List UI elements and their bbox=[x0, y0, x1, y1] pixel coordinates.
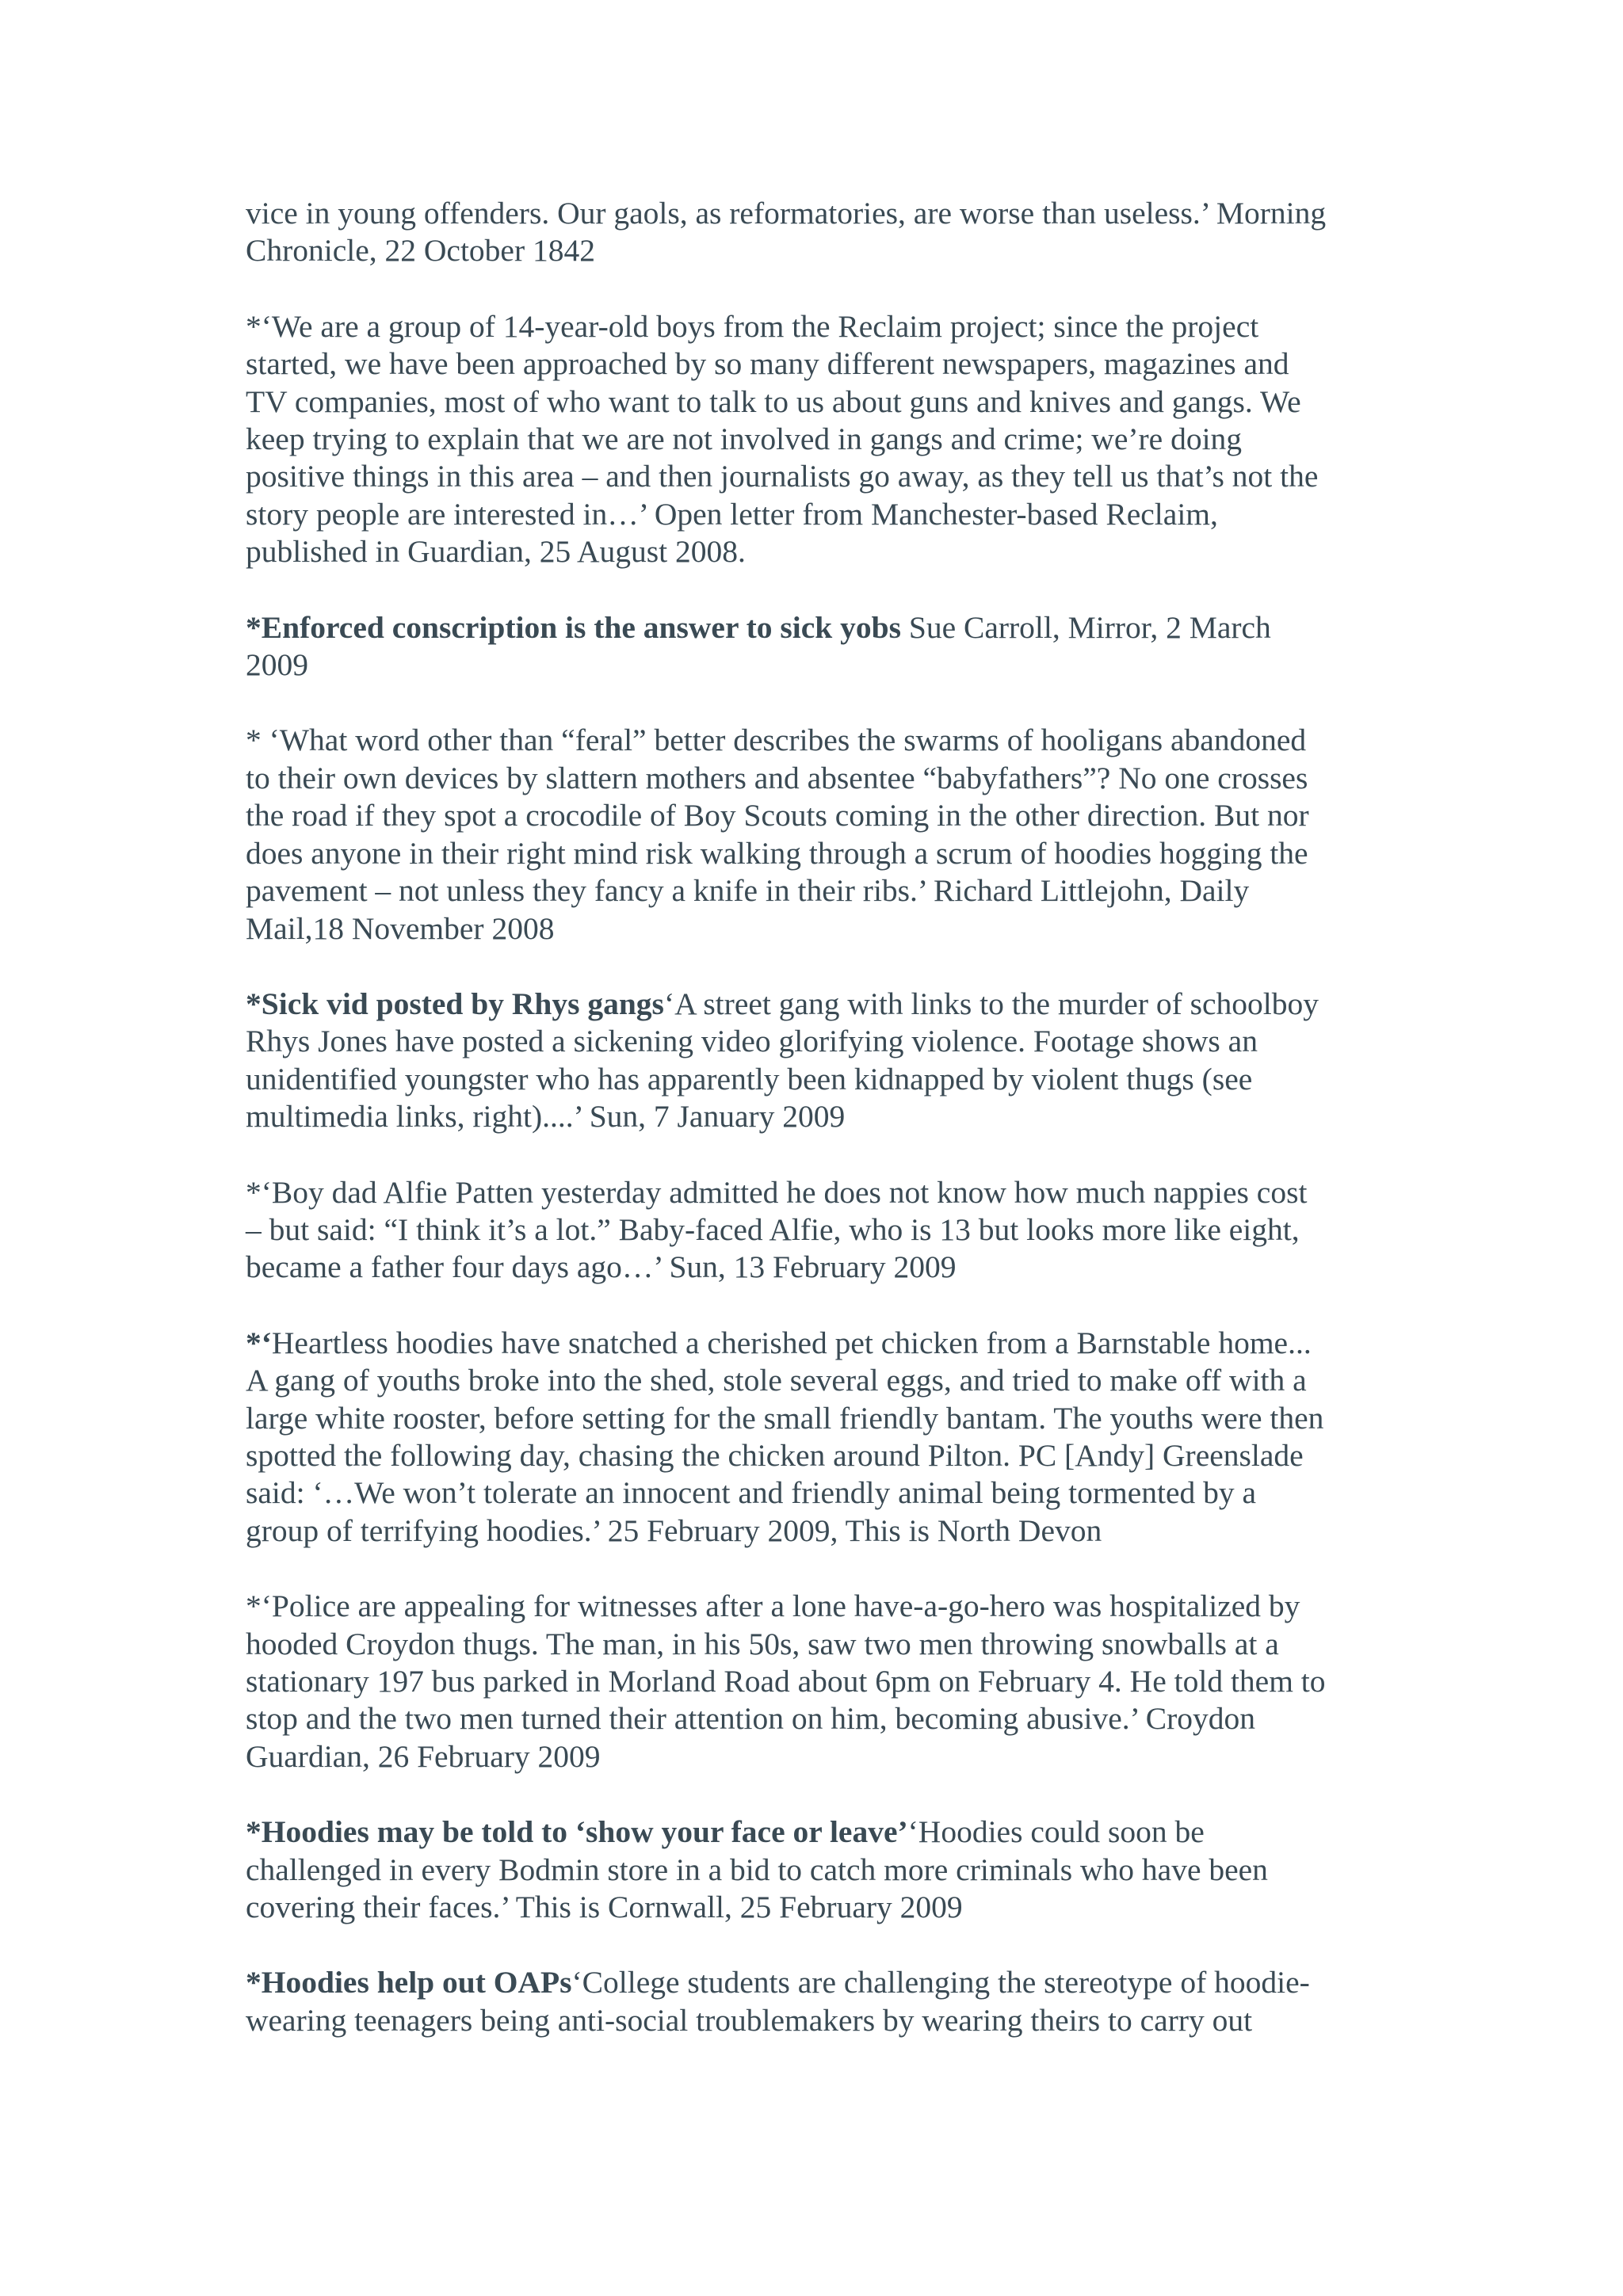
text-line bbox=[246, 1437, 1387, 1474]
text-line bbox=[246, 1852, 1387, 1889]
text-paragraph bbox=[246, 1964, 1387, 2039]
text-line bbox=[246, 910, 1387, 948]
text-line bbox=[246, 1738, 1387, 1775]
text-paragraph bbox=[246, 195, 1387, 270]
text-paragraph bbox=[246, 1325, 1387, 1550]
text-line bbox=[246, 1400, 1387, 1437]
body-text: keep trying to explain that we are not involved in gangs and crime; we’re doing bbox=[246, 421, 1243, 457]
text-line bbox=[246, 1211, 1387, 1249]
text-line bbox=[246, 797, 1387, 834]
text-line bbox=[246, 1663, 1387, 1700]
body-text: pavement – not unless they fancy a knife in their ribs.’ Richard Littlejohn, Daily bbox=[246, 873, 1250, 909]
text-paragraph bbox=[246, 308, 1387, 571]
body-text: vice in young offenders. Our gaols, as reformatories, are worse than useless.’ Morning bbox=[246, 196, 1327, 231]
text-line bbox=[246, 458, 1387, 495]
body-text: challenged in every Bodmin store in a bid to catch more criminals who have been bbox=[246, 1852, 1268, 1887]
text-line bbox=[246, 986, 1387, 1023]
text-line bbox=[246, 383, 1387, 421]
headline-text: *Enforced conscription is the answer to sick yobs bbox=[246, 609, 901, 645]
text-line bbox=[246, 1325, 1387, 1362]
body-text: Guardian, 26 February 2009 bbox=[246, 1738, 601, 1774]
body-text: ‘Hoodies could soon be bbox=[907, 1814, 1205, 1850]
body-text: Chronicle, 22 October 1842 bbox=[246, 233, 595, 269]
body-text: group of terrifying hoodies.’ 25 February 2009, This is North Devon bbox=[246, 1512, 1102, 1548]
text-paragraph bbox=[246, 1588, 1387, 1775]
headline-text: *Sick vid posted by Rhys gangs bbox=[246, 986, 664, 1021]
text-line bbox=[246, 1512, 1387, 1550]
text-line bbox=[246, 421, 1387, 458]
text-line bbox=[246, 1700, 1387, 1737]
text-line bbox=[246, 308, 1387, 345]
body-text: Heartless hoodies have snatched a cherished pet chicken from a Barnstable home... bbox=[271, 1325, 1312, 1360]
text-line bbox=[246, 1061, 1387, 1098]
body-text: became a father four days ago…’ Sun, 13 February 2009 bbox=[246, 1249, 957, 1285]
body-text: A gang of youths broke into the shed, stole several eggs, and tried to make off with a bbox=[246, 1363, 1307, 1398]
text-line bbox=[246, 533, 1387, 570]
text-paragraph bbox=[246, 986, 1387, 1136]
text-line bbox=[246, 1249, 1387, 1286]
text-line bbox=[246, 496, 1387, 533]
headline-text: *‘ bbox=[246, 1325, 272, 1360]
body-text: large white rooster, before setting for the small friendly bantam. The youths were then bbox=[246, 1400, 1324, 1436]
body-text: positive things in this area – and then journalists go away, as they tell us that’s not the bbox=[246, 459, 1319, 494]
body-text: the road if they spot a crocodile of Boy Scouts coming in the other direction. But nor bbox=[246, 798, 1309, 833]
text-line bbox=[246, 232, 1387, 269]
text-line bbox=[246, 1964, 1387, 2001]
text-line bbox=[246, 1098, 1387, 1135]
text-line bbox=[246, 609, 1387, 646]
text-paragraph bbox=[246, 609, 1387, 685]
text-paragraph bbox=[246, 722, 1387, 947]
text-line bbox=[246, 722, 1387, 759]
body-text: to their own devices by slattern mothers and absentee “babyfathers”? No one crosses bbox=[246, 760, 1308, 795]
body-text: *‘Police are appealing for witnesses after a lone have-a-go-hero was hospitalized by bbox=[246, 1589, 1300, 1624]
headline-text: *Hoodies help out OAPs bbox=[246, 1965, 572, 2000]
body-text: * ‘What word other than “feral” better describes the swarms of hooligans abandoned bbox=[246, 723, 1307, 758]
text-line bbox=[246, 835, 1387, 872]
text-line bbox=[246, 760, 1387, 797]
body-text: said: ‘…We won’t tolerate an innocent and friendly animal being tormented by a bbox=[246, 1475, 1257, 1511]
text-line bbox=[246, 1362, 1387, 1399]
text-line bbox=[246, 1889, 1387, 1926]
body-text: *‘We are a group of 14-year-old boys from the Reclaim project; since the project bbox=[246, 308, 1259, 344]
body-text: *‘Boy dad Alfie Patten yesterday admitted he does not know how much nappies cost bbox=[246, 1174, 1308, 1210]
document-page bbox=[246, 195, 1387, 2077]
body-text: started, we have been approached by so many different newspapers, magazines and bbox=[246, 346, 1289, 382]
text-line bbox=[246, 872, 1387, 910]
body-text: wearing teenagers being anti-social troublemakers by wearing theirs to carry out bbox=[246, 2002, 1253, 2038]
body-text: multimedia links, right)....’ Sun, 7 January 2009 bbox=[246, 1099, 846, 1135]
text-paragraph bbox=[246, 1174, 1387, 1287]
body-text: does anyone in their right mind risk walking through a scrum of hoodies hogging the bbox=[246, 835, 1308, 871]
text-line bbox=[246, 1814, 1387, 1851]
body-text: TV companies, most of who want to talk to us about guns and knives and gangs. We bbox=[246, 383, 1301, 419]
body-text: – but said: “I think it’s a lot.” Baby-faced Alfie, who is 13 but looks more like eight, bbox=[246, 1211, 1300, 1247]
body-text: spotted the following day, chasing the chicken around Pilton. PC [Andy] Greenslade bbox=[246, 1437, 1304, 1473]
headline-text: *Hoodies may be told to ‘show your face or leave’ bbox=[246, 1814, 908, 1850]
body-text: unidentified youngster who has apparently been kidnapped by violent thugs (see bbox=[246, 1061, 1253, 1097]
text-line bbox=[246, 1626, 1387, 1663]
text-line bbox=[246, 1474, 1387, 1512]
body-text: Sue Carroll, Mirror, 2 March bbox=[900, 609, 1271, 645]
text-line bbox=[246, 345, 1387, 383]
body-text: stop and the two men turned their attention on him, becoming abusive.’ Croydon bbox=[246, 1701, 1255, 1737]
body-text: Rhys Jones have posted a sickening video glorifying violence. Footage shows an bbox=[246, 1024, 1258, 1059]
text-line bbox=[246, 195, 1387, 232]
text-line bbox=[246, 2002, 1387, 2039]
text-line bbox=[246, 646, 1387, 684]
body-text: stationary 197 bus parked in Morland Road about 6pm on February 4. He told them to bbox=[246, 1664, 1326, 1699]
body-text: ‘A street gang with links to the murder of schoolboy bbox=[663, 986, 1319, 1021]
body-text: covering their faces.’ This is Cornwall, 25 February 2009 bbox=[246, 1890, 963, 1925]
body-text: 2009 bbox=[246, 647, 308, 683]
body-text: Mail,18 November 2008 bbox=[246, 910, 555, 946]
body-text: story people are interested in…’ Open letter from Manchester-based Reclaim, bbox=[246, 496, 1218, 532]
body-text: ‘College students are challenging the stereotype of hoodie- bbox=[571, 1965, 1310, 2000]
body-text: published in Guardian, 25 August 2008. bbox=[246, 534, 746, 570]
text-line bbox=[246, 1588, 1387, 1625]
text-line bbox=[246, 1023, 1387, 1060]
text-paragraph bbox=[246, 1814, 1387, 1926]
body-text: hooded Croydon thugs. The man, in his 50s, saw two men throwing snowballs at a bbox=[246, 1626, 1279, 1661]
text-line bbox=[246, 1174, 1387, 1211]
